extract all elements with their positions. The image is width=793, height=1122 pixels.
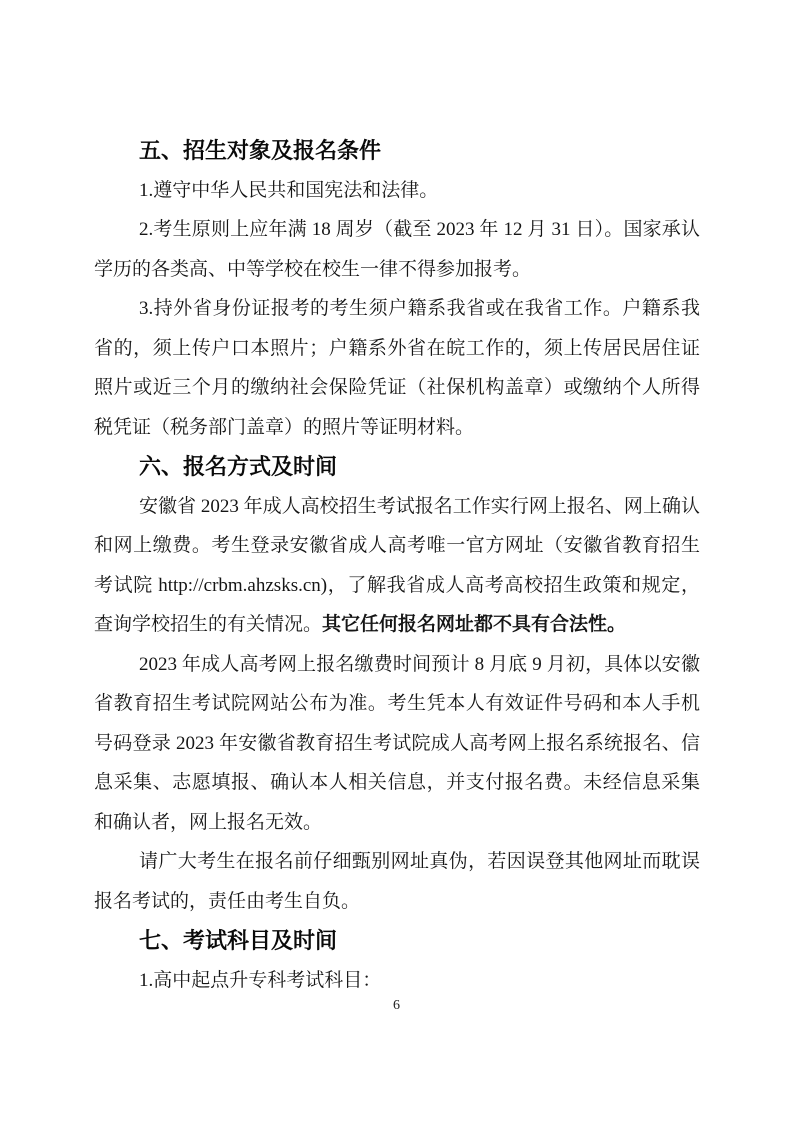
paragraph-website-caution: 请广大考生在报名前仔细甄别网址真伪，若因误登其他网址而耽误报名考试的，责任由考生自负。: [94, 851, 700, 912]
document-content: [94, 131, 700, 1000]
section-heading-registration-method: 六、报名方式及时间: [139, 454, 338, 479]
section-heading-exam-subjects: 七、考试科目及时间: [139, 928, 338, 953]
paragraph-registration-website-text: 安徽省 2023 年成人高校招生考试报名工作实行网上报名、网上确认和网上缴费。考生登录安徽省成人高考唯一官方网址（安徽省教育招生考试院 http://crbm.ahzsks.cn)，了解我省成人高考高校招生政策和规定，查询学校招生的有关情况。: [94, 495, 700, 635]
paragraph-rule-2: 2.考生原则上应年满 18 周岁（截至 2023 年 12 月 31 日）。国家承认学历的各类高、中等学校在校生一律不得参加报考。: [94, 219, 700, 280]
paragraph-rule-3: 3.持外省身份证报考的考生须户籍系我省或在我省工作。户籍系我省的，须上传户口本照片；户籍系外省在皖工作的，须上传居民居住证照片或近三个月的缴纳社会保险凭证（社保机构盖章）或缴纳个人所得税凭证（税务部门盖章）的照片等证明材料。: [94, 298, 700, 438]
paragraph-rule-1: 1.遵守中华人民共和国宪法和法律。: [139, 179, 439, 201]
paragraph-registration-website: [94, 487, 700, 645]
page-number: 6: [393, 998, 400, 1013]
section-heading-enrollment-targets: 五、招生对象及报名条件: [139, 138, 382, 163]
paragraph-registration-time: 2023 年成人高考网上报名缴费时间预计 8 月底 9 月初，具体以安徽省教育招生考试院网站公布为准。考生凭本人有效证件号码和本人手机号码登录 2023 年安徽省教育招生考试院成人高考网上报名系统报名、信息采集、志愿填报、确认本人相关信息，并支付报名费。未经信息采集和确认者，网上报名无效。: [94, 653, 700, 833]
legal-warning-bold-text: 其它任何报名网址都不具有合法性。: [322, 614, 627, 635]
page-footer: [0, 996, 793, 1014]
paragraph-exam-subjects-intro: 1.高中起点升专科考试科目：: [139, 969, 382, 991]
